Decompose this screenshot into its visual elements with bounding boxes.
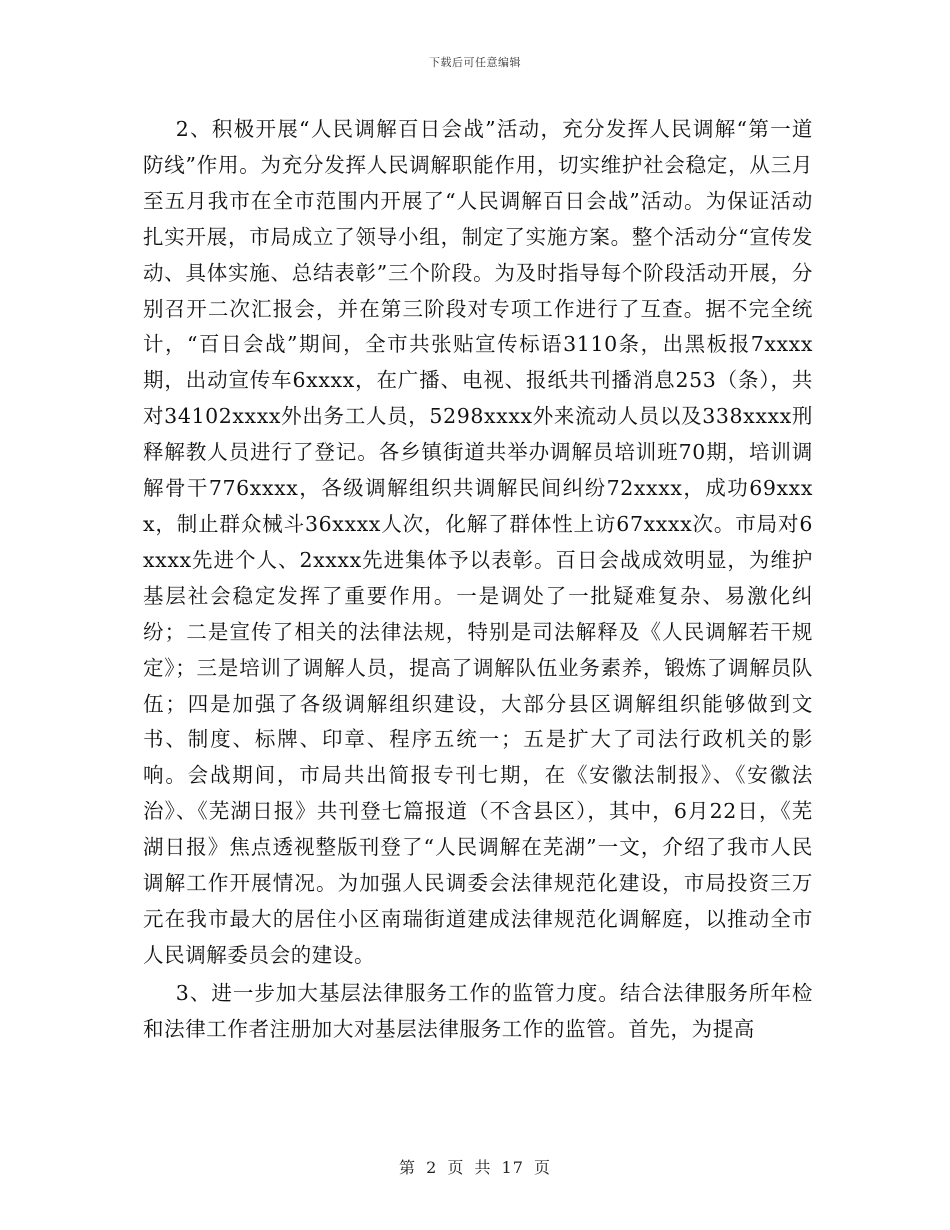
page-number-footer: 第 2 页 共 17 页 [399,1158,551,1177]
paragraph-2: 2、积极开展“人民调解百日会战”活动，充分发挥人民调解“第一道防线”作用。为充分发挥人民调解职能作用，切实维护社会稳定，从三月至五月我市在全市范围内开展了“人民调解百日会战”活动。为保证活动扎实开展，市局成立了领导小组，制定了实施方案。整个活动分“宣传发动、具体实施、总结表彰”三个阶段。为及时指导每个阶段活动开展，分别召开二次汇报会，并在第三阶段对专项工作进行了互查。据不完全统计，“百日会战”期间，全市共张贴宣传标语3110条，出黑板报7xxxx期，出动宣传车6xxxx，在广播、电视、报纸共刊播消息253（条），共对34102xxxx外出务工人员，5298xxxx外来流动人员以及338xxxx刑释解教人员进行了登记。各乡镇街道共举办调解员培训班70期，培训调解骨干776xxxx，各级调解组织共调解民间纠纷72xxxx，成功69xxxx，制止群众械斗36xxxx人次，化解了群体性上访67xxxx次。市局对6xxxx先进个人、2xxxx先进集体予以表彰。百日会战成效明显，为维护基层社会稳定发挥了重要作用。一是调处了一批疑难复杂、易激化纠纷；二是宣传了相关的法律法规，特别是司法解释及《人民调解若干规定》；三是培训了调解人员，提高了调解队伍业务素养，锻炼了调解员队伍；四是加强了各级调解组织建设，大部分县区调解组织能够做到文书、制度、标牌、印章、程序五统一；五是扩大了司法行政机关的影响。会战期间，市局共出简报专刊七期，在《安徽法制报》、《安徽法治》、《芜湖日报》共刊登七篇报道（不含县区），其中，6月22日，《芜湖日报》焦点透视整版刊登了“人民调解在芜湖”一文，介绍了我市人民调解工作开展情况。为加强人民调委会法律规范化建设，市局投资三万元在我市最大的居住小区南瑞街道建成法律规范化调解庭，以推动全市人民调解委员会的建设。 [143,117,813,967]
page-header: 下载后可任意编辑 [429,56,521,69]
paragraph-3: 3、进一步加大基层法律服务工作的监管力度。结合法律服务所年检和法律工作者注册加大对基层法律服务工作的监管。首先，为提高 [143,980,813,1041]
document-body [143,112,813,1048]
